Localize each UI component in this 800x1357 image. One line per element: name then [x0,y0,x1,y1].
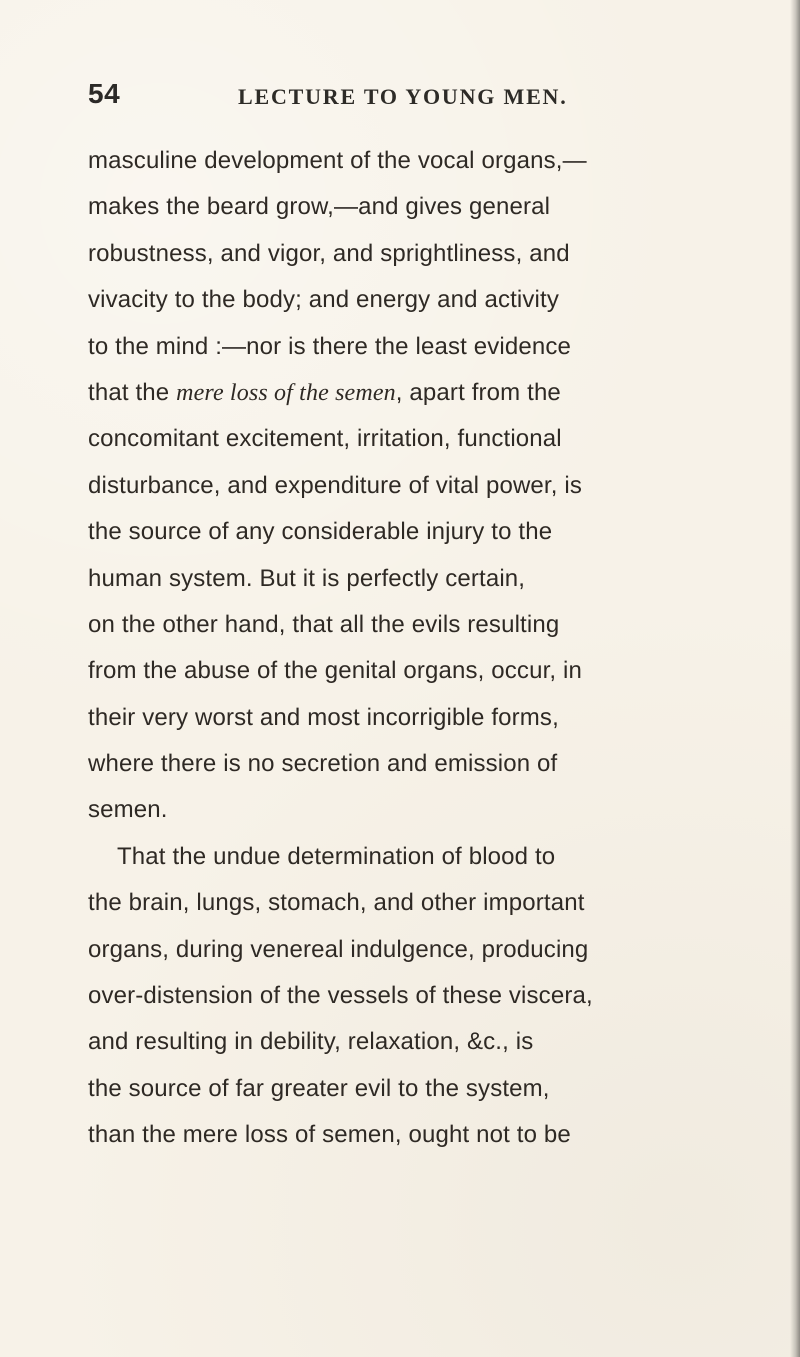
text-line-7 [88,416,741,462]
text-line-12 [88,648,741,694]
text-line-19-content: over-distension of the vessels of these viscera, [88,982,593,1010]
text-line-11-content: on the other hand, that all the evils resulting [88,610,560,638]
text-line-22-content: than the mere loss of semen, ought not to be [88,1121,571,1149]
running-head: LECTURE TO YOUNG MEN. [238,84,568,109]
text-line-10 [88,556,741,602]
text-line-19 [88,973,741,1019]
text-line-6-start: that the [88,378,177,406]
text-line-5 [88,324,741,370]
text-line-3-content: robustness, and vigor, and sprightliness, and [88,239,570,267]
text-line-1-content: masculine development of the vocal organs,— [88,147,587,174]
page-edge-shadow [790,0,800,1357]
text-line-11 [88,602,741,648]
text-line-22 [88,1112,741,1158]
text-line-3 [88,231,741,277]
text-line-14 [88,741,741,787]
text-line-1 [88,138,741,184]
body-text [88,138,741,1159]
text-line-13 [88,695,741,741]
text-line-17 [88,880,741,926]
text-line-7-content: concomitant excitement, irritation, functional [88,425,562,453]
text-line-21 [88,1066,741,1112]
text-line-6-italic: mere loss of the semen [176,379,396,406]
text-line-8 [88,463,741,509]
text-line-17-content: the brain, lungs, stomach, and other important [88,889,585,917]
text-line-16 [88,834,741,880]
text-line-4 [88,277,741,323]
text-line-15 [88,787,168,833]
text-line-20 [88,1019,741,1065]
text-line-4-content: vivacity to the body; and energy and activity [88,286,560,314]
text-line-2 [88,184,741,230]
text-line-14-content: where there is no secretion and emission of [88,750,558,778]
text-line-13-content: their very worst and most incorrigible forms, [88,703,559,731]
text-line-2-content: makes the beard grow,—and gives general [88,193,551,221]
text-line-20-content: and resulting in debility, relaxation, &c., is [88,1028,534,1056]
text-line-6-end: , apart from the [395,378,561,406]
text-line-8-content: disturbance, and expenditure of vital power, is [88,471,583,499]
text-line-18-content: organs, during venereal indulgence, producing [88,935,589,963]
text-line-21-content: the source of far greater evil to the system, [88,1074,550,1102]
text-line-5-content: to the mind :—nor is there the least evidence [88,332,572,360]
text-line-9 [88,509,741,555]
page-number: 54 [88,78,121,109]
text-line-16-content: That the undue determination of blood to [117,842,556,870]
text-line-15-content: semen. [88,796,168,824]
text-line-18 [88,927,741,973]
text-line-10-content: human system. But it is perfectly certain, [88,564,526,592]
text-line-9-content: the source of any considerable injury to the [88,518,553,546]
text-line-6 [88,370,741,416]
text-line-12-content: from the abuse of the genital organs, occur, in [88,657,583,685]
